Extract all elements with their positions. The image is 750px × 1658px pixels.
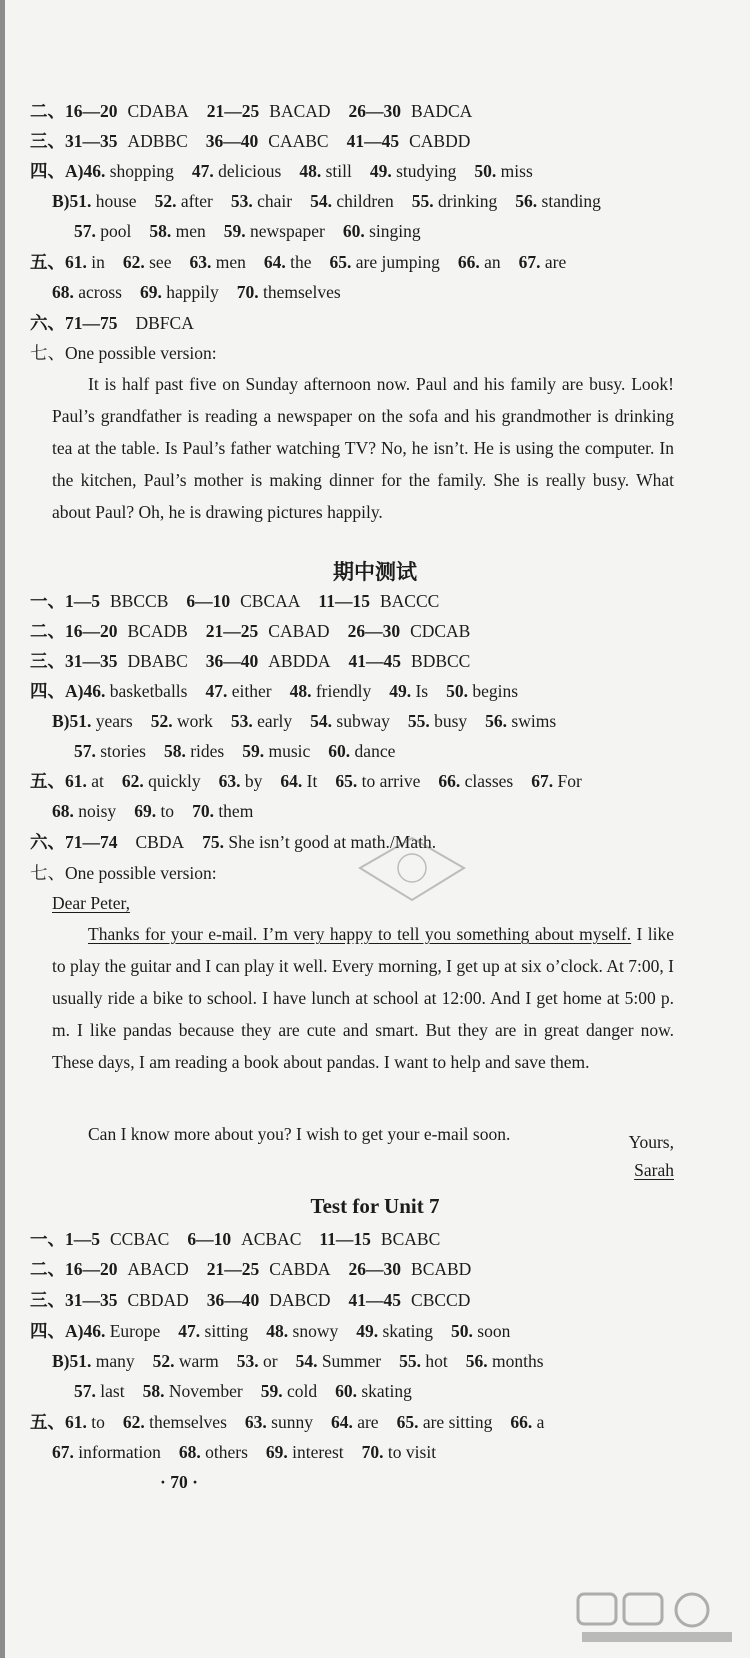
answer-line: 一、1—5 BBCCB 6—10 CBCAA 11—15 BACCC [30,591,440,611]
answer-line: 57. pool 58. men 59. newspaper 60. singing [74,221,421,241]
stamp-logo [352,828,472,908]
answer-line: 二、16—20 CDABA 21—25 BACAD 26—30 BADCA [30,101,473,121]
letter-signature: Sarah [634,1160,674,1180]
section-title: Test for Unit 7 [310,1194,440,1218]
answer-line: 三、31—35 CBDAD 36—40 DABCD 41—45 CBCCD [30,1290,471,1310]
answer-line: 57. last 58. November 59. cold 60. skating [74,1381,412,1401]
answer-line: 二、16—20 ABACD 21—25 CABDA 26—30 BCABD [30,1259,472,1279]
answer-line: 六、71—74 CBDA 75. She isn’t good at math./Math. [30,832,437,852]
answer-line: 68. across 69. happily 70. themselves [52,282,341,302]
answer-line: B)51. many 52. warm 53. or 54. Summer 55. hot 56. months [52,1351,544,1371]
answer-line: 四、A)46. Europe 47. sitting 48. snowy 49. skating 50. soon [30,1321,511,1341]
section-heading: 七、One possible version: [30,343,217,363]
answer-line: 五、61. at 62. quickly 63. by 64. It 65. to arrive 66. classes 67. For [30,771,582,791]
letter-greeting: Dear Peter, [52,893,131,913]
answer-line: 四、A)46. basketballs 47. either 48. friendly 49. Is 50. begins [30,681,519,701]
answer-line: 一、1—5 CCBAC 6—10 ACBAC 11—15 BCABC [30,1229,441,1249]
letter-body-text: I like to play the guitar and I can play it well. Every morning, I get up at six o’clock. At 7:00, I usually ride a bike to school. I have lunch at school at 12:00. And I get home at 5:00 p. m. I like pandas because they are cute and smart. But they are in great danger now. These days, I am reading a book about pandas. I want to help and save them. [52,924,674,1072]
answer-line: 三、31—35 DBABC 36—40 ABDDA 41—45 BDBCC [30,651,471,671]
letter-body [52,918,674,1078]
letter-closing: Yours, [628,1132,674,1152]
answer-line: 三、31—35 ADBBC 36—40 CAABC 41—45 CABDD [30,131,471,151]
answer-line: B)51. years 52. work 53. early 54. subway 55. busy 56. swims [52,711,557,731]
answer-line: 68. noisy 69. to 70. them [52,801,254,821]
answer-line: 57. stories 58. rides 59. music 60. dance [74,741,396,761]
answer-line: 五、61. to 62. themselves 63. sunny 64. are 65. are sitting 66. a [30,1412,545,1432]
answer-line: 五、61. in 62. see 63. men 64. the 65. are jumping 66. an 67. are [30,252,567,272]
page-number: · 70 · [160,1472,198,1492]
section-title: 期中测试 [333,560,417,584]
answer-line: 六、71—75 DBFCA [30,313,194,333]
section-heading: 七、One possible version: [30,863,217,883]
answer-line: 67. information 68. others 69. interest 70. to visit [52,1442,437,1462]
letter-closing-paragraph: Can I know more about you? I wish to get your e-mail soon. [88,1124,511,1144]
watermark-logo [572,1588,742,1648]
answer-line: 二、16—20 BCADB 21—25 CABAD 26—30 CDCAB [30,621,471,641]
underlined-sentence: Thanks for your e-mail. I’m very happy to tell you something about myself. [88,924,632,944]
answer-line: B)51. house 52. after 53. chair 54. children 55. drinking 56. standing [52,191,601,211]
answer-line: 四、A)46. shopping 47. delicious 48. still 49. studying 50. miss [30,161,533,181]
essay-paragraph: It is half past five on Sunday afternoon now. Paul and his family are busy. Look! Paul’s grandfather is reading a newspaper on the sofa and his grandmother is drinking tea at the table. Is Paul’s father watching TV? No, he isn’t. He is using the computer. In the kitchen, Paul’s mother is making dinner for the family. She is really busy. What about Paul? Oh, he is drawing pictures happily. [52,374,674,522]
page-edge [0,0,5,1658]
